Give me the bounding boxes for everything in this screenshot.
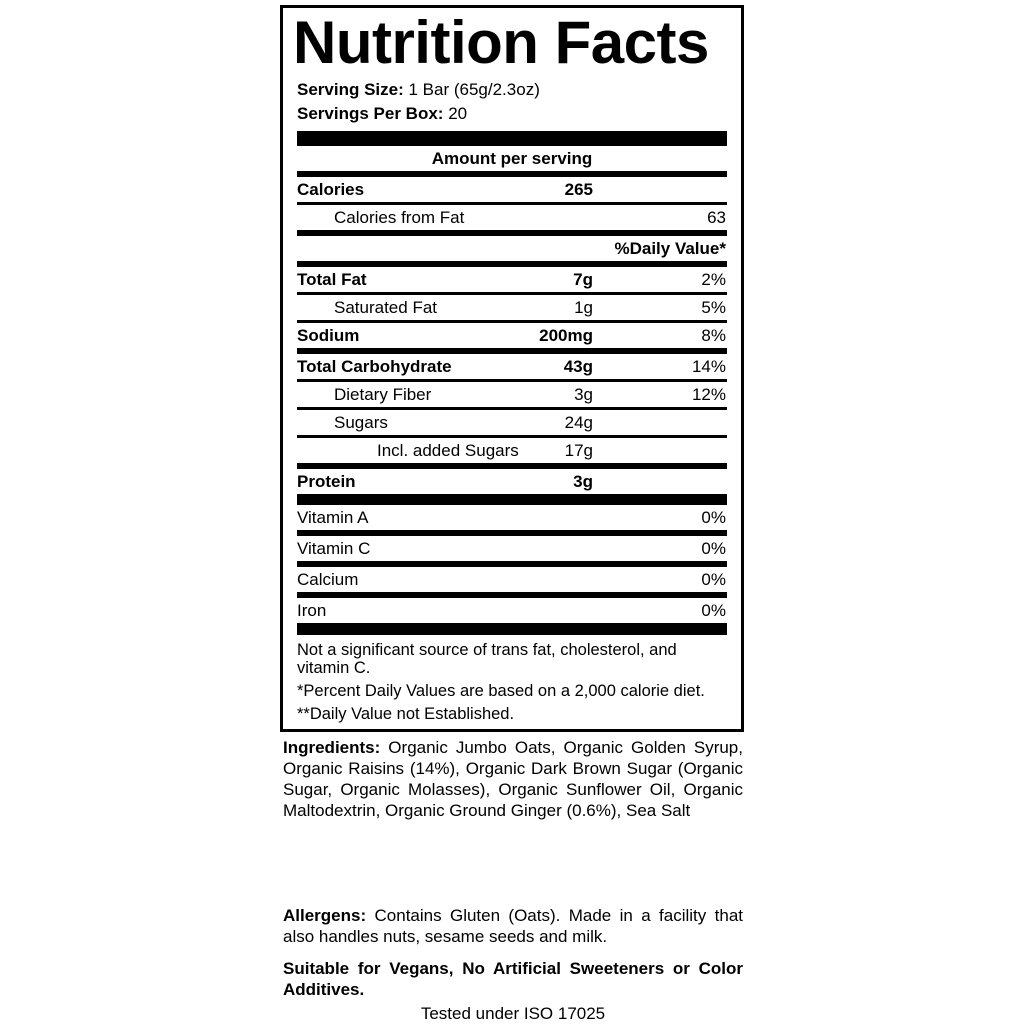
- nutrient-amount: 3g: [574, 385, 593, 404]
- nutrient-amount: 24g: [564, 413, 593, 432]
- nutrient-amount: 1g: [574, 298, 593, 317]
- serving-size: [297, 78, 727, 102]
- allergens-text: Contains Gluten (Oats). Made in a facility that also handles nuts, sesame seeds and milk.: [283, 906, 743, 946]
- calories-label: Calories: [297, 180, 365, 199]
- divider-thick: [297, 623, 727, 635]
- nutrient-name: Sugars: [334, 413, 388, 432]
- nutrient-name: Incl. added Sugars: [377, 441, 519, 460]
- calories-fat-row: [297, 205, 727, 230]
- ingredients: [283, 737, 743, 821]
- nutrient-amount: 17g: [564, 441, 593, 460]
- vitamin-name: Vitamin C: [297, 539, 371, 558]
- calories-row: [297, 177, 727, 202]
- nutrient-amount: 7g: [573, 270, 593, 289]
- nutrient-row: [297, 438, 727, 463]
- calories-value: 265: [564, 180, 593, 199]
- servings-label: Servings Per Box:: [297, 104, 444, 123]
- servings-value: 20: [448, 104, 468, 123]
- footnote-not-established: **Daily Value not Established.: [297, 705, 515, 723]
- divider-thick: [297, 131, 727, 146]
- suitable-text: Suitable for Vegans, No Artificial Sweeteners or Color Additives.: [283, 959, 743, 999]
- nutrient-dv: 12%: [691, 385, 726, 404]
- footnote-percent-dv: *Percent Daily Values are based on a 2,000 calorie diet.: [297, 682, 705, 700]
- ingredients-text: Organic Jumbo Oats, Organic Golden Syrup, Organic Raisins (14%), Organic Dark Brown Sugar (Organic Sugar, Organic Molasses), Organic Sunflower Oil, Organic Maltodextrin, Organic Ground Ginger (0.6%), Sea Salt: [283, 738, 743, 820]
- nutrient-name: Saturated Fat: [334, 298, 438, 317]
- calories-fat-value: 63: [707, 208, 726, 227]
- nutrient-row: [297, 382, 727, 407]
- ingredients-label: Ingredients:: [283, 738, 381, 757]
- nutrient-row: [297, 354, 727, 379]
- vitamin-name: Vitamin A: [297, 508, 369, 527]
- vitamin-dv: 0%: [701, 508, 726, 527]
- nutrient-amount: 43g: [563, 357, 593, 376]
- footnote-not-significant: Not a significant source of trans fat, cholesterol, and vitamin C.: [297, 641, 677, 677]
- nutrient-amount: 3g: [573, 472, 593, 491]
- tested-statement: Tested under ISO 17025: [420, 1004, 606, 1023]
- allergens-label: Allergens:: [283, 906, 367, 925]
- vitamin-row: [297, 505, 727, 530]
- suitable-statement: [283, 958, 743, 1000]
- nutrient-dv: 8%: [701, 326, 726, 345]
- nutrient-name: Dietary Fiber: [334, 385, 432, 404]
- nutrient-amount: 200mg: [539, 326, 593, 345]
- nutrient-dv: 14%: [691, 357, 726, 376]
- nutrient-name: Total Fat: [297, 270, 367, 289]
- nutrition-facts-panel: [280, 5, 744, 732]
- serving-size-value: 1 Bar (65g/2.3oz): [408, 80, 540, 99]
- panel-title: Nutrition Facts: [293, 9, 709, 76]
- serving-size-label: Serving Size:: [297, 80, 404, 99]
- vitamin-name: Calcium: [297, 570, 359, 589]
- amount-per-serving: Amount per serving: [431, 149, 593, 168]
- nutrient-name: Total Carbohydrate: [297, 357, 452, 376]
- divider-thick: [297, 494, 727, 505]
- servings-per-box: [297, 102, 727, 126]
- calories-fat-label: Calories from Fat: [334, 208, 465, 227]
- vitamin-row: [297, 536, 727, 561]
- nutrient-row: [297, 267, 727, 292]
- nutrient-dv: 2%: [701, 270, 726, 289]
- daily-value-header: %Daily Value*: [614, 239, 726, 258]
- nutrient-row: [297, 323, 727, 348]
- daily-value-header-row: [297, 236, 727, 261]
- vitamin-dv: 0%: [701, 539, 726, 558]
- vitamin-dv: 0%: [701, 570, 726, 589]
- footnotes: [297, 641, 727, 723]
- allergens: [283, 905, 743, 947]
- nutrient-name: Sodium: [297, 326, 360, 345]
- vitamin-row: [297, 567, 727, 592]
- nutrient-dv: 5%: [701, 298, 726, 317]
- vitamin-name: Iron: [297, 601, 327, 620]
- nutrient-row: [297, 469, 727, 494]
- nutrient-row: [297, 295, 727, 320]
- nutrient-name: Protein: [297, 472, 356, 491]
- vitamin-row: [297, 598, 727, 623]
- nutrient-row: [297, 410, 727, 435]
- vitamin-dv: 0%: [701, 601, 726, 620]
